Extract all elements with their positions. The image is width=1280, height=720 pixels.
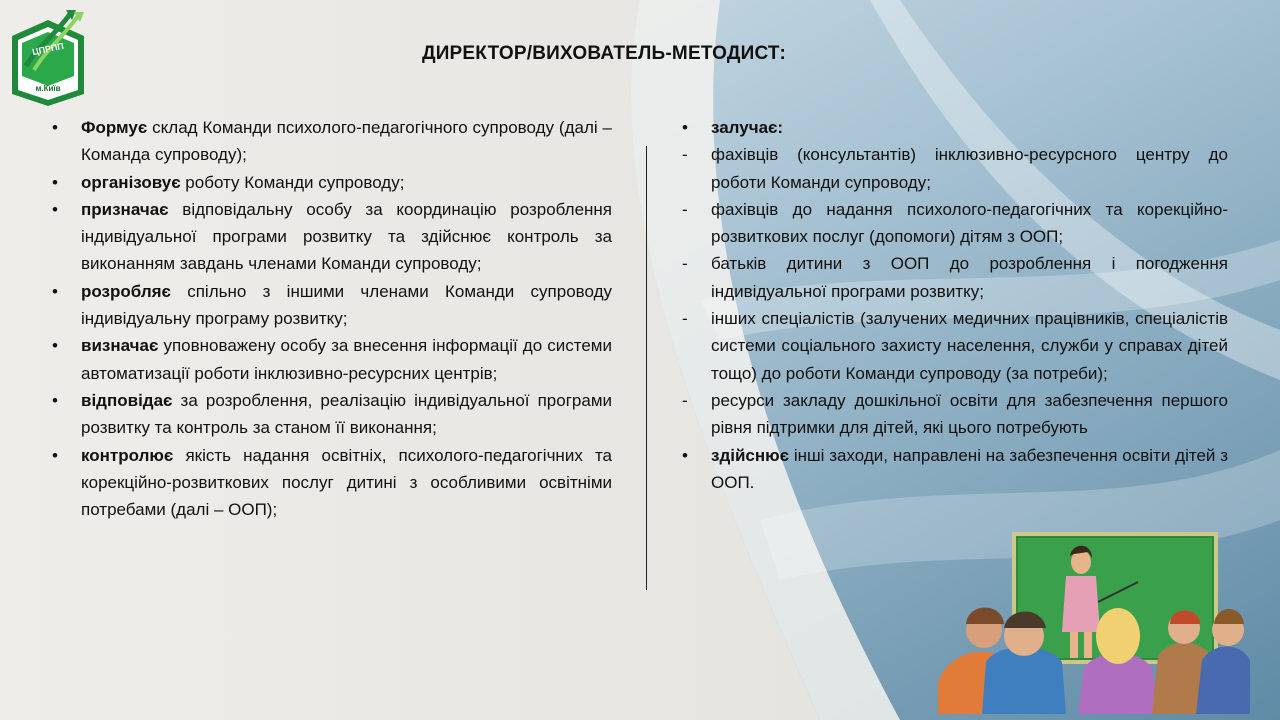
list-item: • організовує роботу Команди супроводу; [52,172,405,192]
dash-item: - фахівців (консультантів) інклюзивно-ресурсного центру до роботи Команди супроводу; [682,145,1228,192]
list-item: • розробляє спільно з іншими членами Команди супроводу індивідуальну програму розвитку; [52,281,612,329]
list-item: • Формує склад Команди психолого-педагогічного супроводу (далі – Команда супроводу); [52,118,612,165]
logo-city: м.Київ [35,84,61,93]
column-divider [646,146,647,590]
page-title: ДИРЕКТОР/ВИХОВАТЕЛЬ-МЕТОДИСТ: [421,43,787,64]
list-item: • відповідає за розроблення, реалізацію індивідуальної програми розвитку та контроль за станом її виконання; [52,390,612,438]
right-column [682,114,1228,496]
dash-item: - інших спеціалістів (залучених медичних працівників, спеціалістів системи соціального захисту населення, служби у справах дітей тощо) до роботи Команди супроводу (за потреби); [682,309,1228,383]
dash-item: - фахівців до надання психолого-педагогічних та корекційно-розвиткових послуг (допомоги) дітям з ООП; [682,199,1228,247]
left-column [52,114,612,523]
dash-item: - батьків дитини з ООП до розроблення і погодження індивідуальної програми розвитку; [682,254,1228,301]
list-item: • призначає відповідальну особу за координацію розроблення індивідуальної програми розвитку та здійснює контроль за виконанням завдань членами Команди супроводу; [52,199,612,274]
list-item: • визначає уповноважену особу за внесення інформації до системи автоматизації роботи інклюзивно-ресурсних центрів; [52,336,612,383]
list-heading: • залучає: [682,118,784,137]
classroom-illustration [938,532,1250,714]
list-item: • контролює якість надання освітніх, психолого-педагогічних та корекційно-розвиткових послуг дитині з особливими освітніми потребами (далі – ООП); [52,445,612,520]
dash-item: - ресурси закладу дошкільної освіти для забезпечення першого рівня підтримки для дітей, які цього потребують [682,390,1228,438]
logo-text: ЦПРПП [31,40,65,58]
list-item: • здійснює інші заходи, направлені на забезпечення освіти дітей з ООП. [682,445,1228,492]
